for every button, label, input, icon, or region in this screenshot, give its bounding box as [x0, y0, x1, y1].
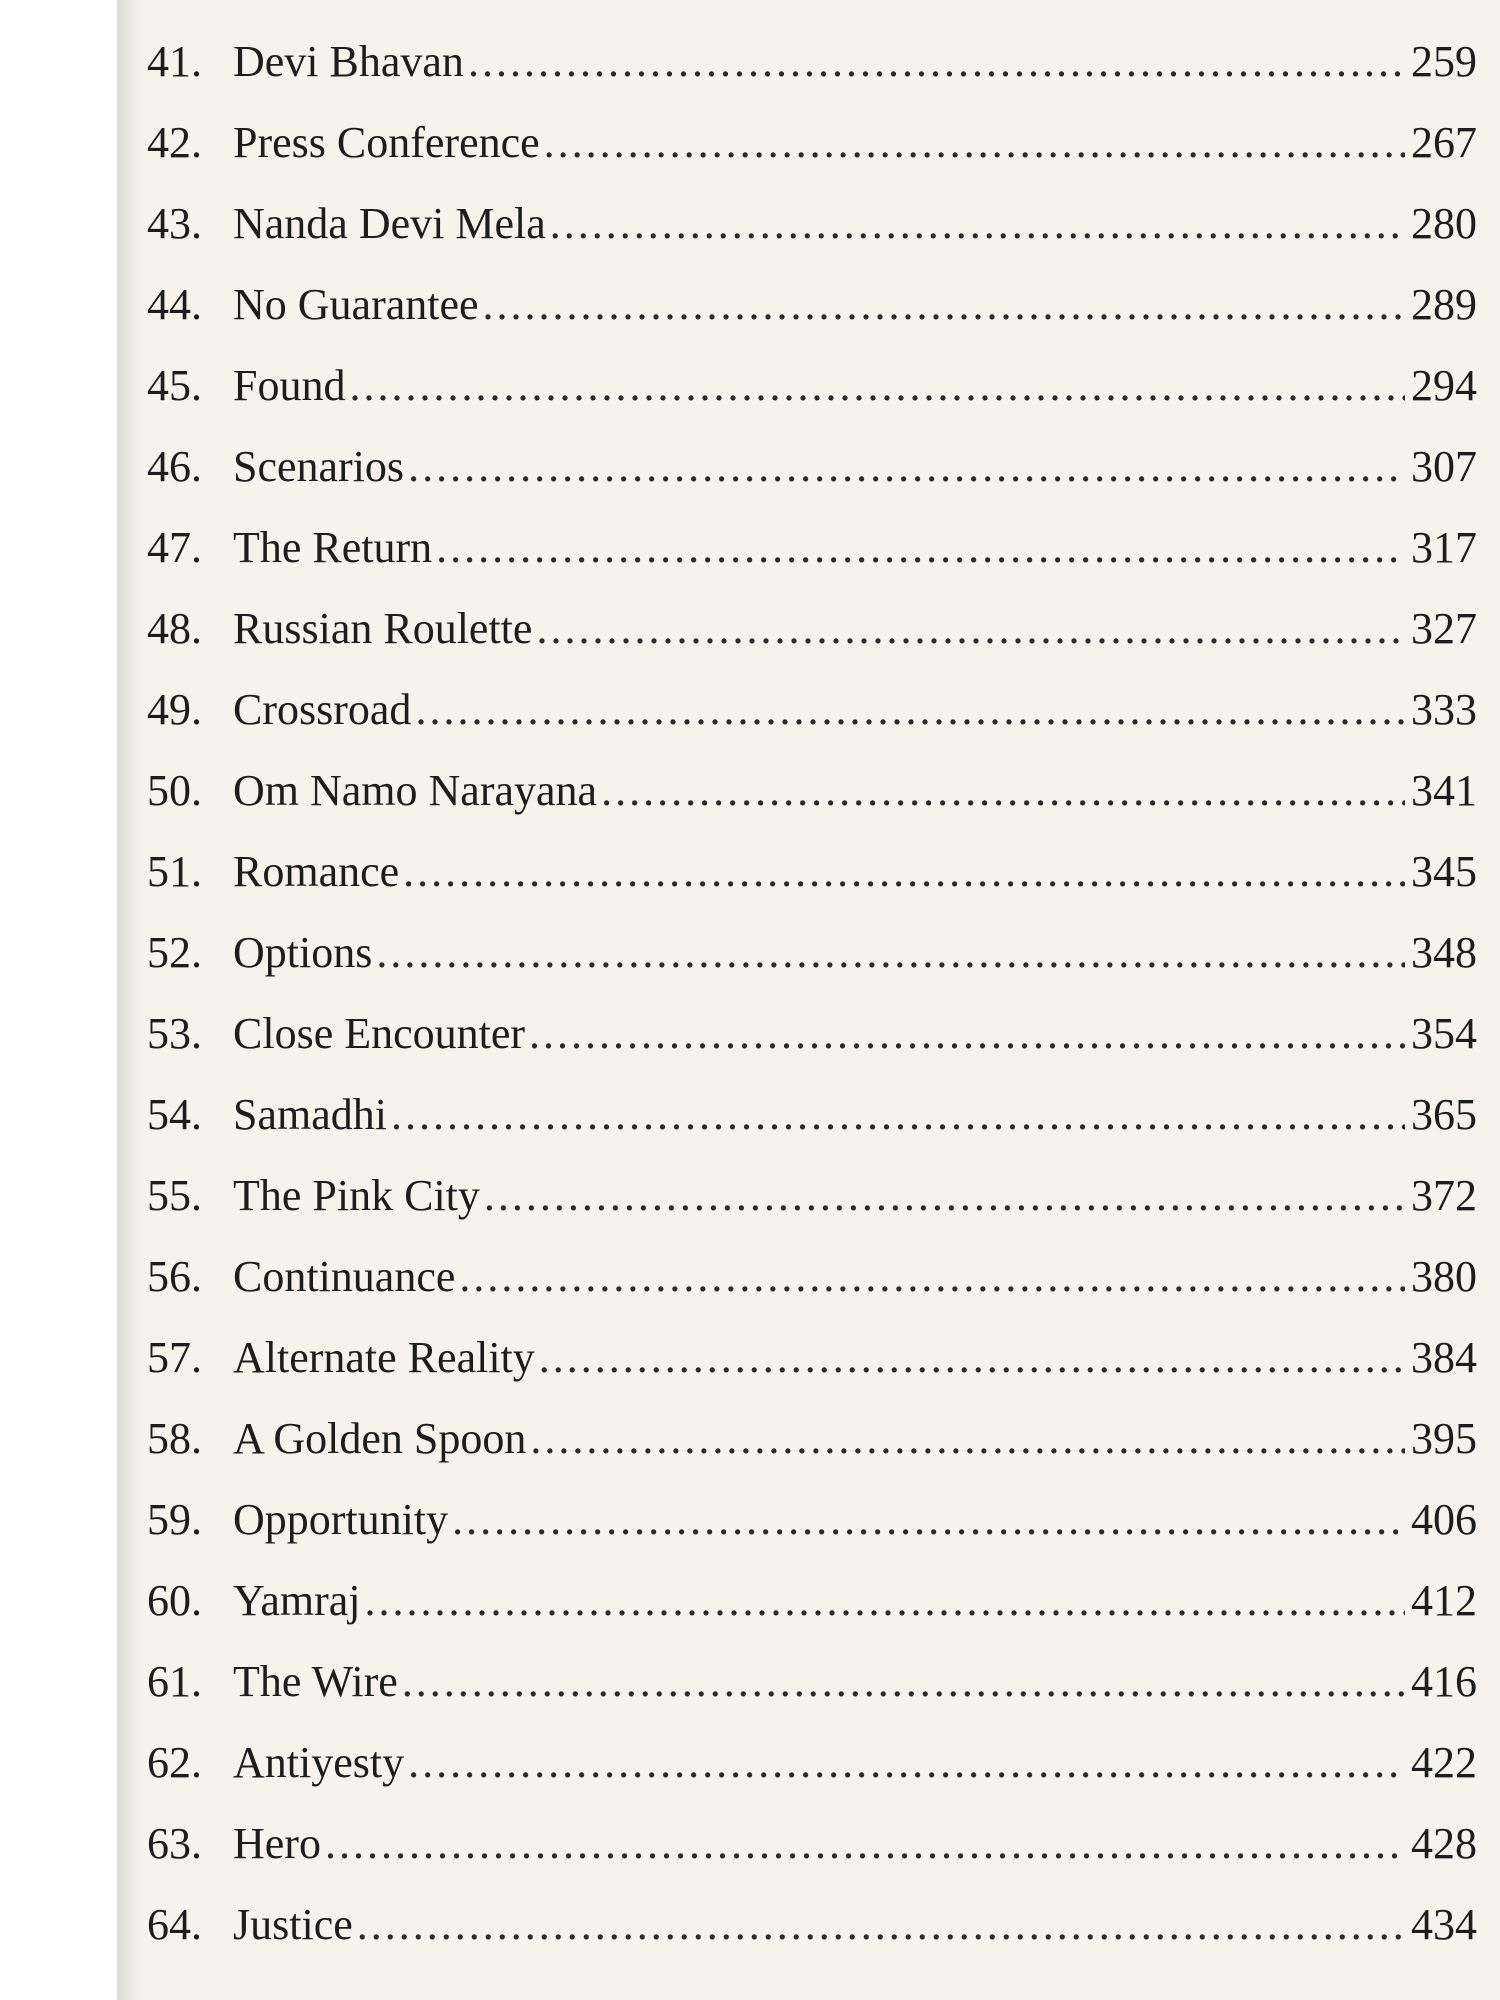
- dot-leader: [539, 1332, 1405, 1383]
- dot-leader: [601, 765, 1405, 816]
- chapter-title: Close Encounter: [233, 1009, 526, 1058]
- chapter-number: 60.: [147, 1576, 202, 1625]
- page-number: 380: [1411, 1252, 1477, 1301]
- chapter-title: Antiyesty: [233, 1738, 405, 1787]
- chapter-number: 52.: [147, 928, 202, 977]
- chapter-number: 55.: [147, 1171, 202, 1220]
- toc-entry: [147, 846, 1477, 927]
- toc-entry: [147, 1737, 1477, 1818]
- dot-leader: [484, 1170, 1405, 1221]
- toc-entry: [147, 1251, 1477, 1332]
- chapter-number: 64.: [147, 1900, 202, 1949]
- dot-leader: [365, 1575, 1405, 1626]
- page-number: 384: [1411, 1333, 1477, 1382]
- chapter-number: 58.: [147, 1414, 202, 1463]
- chapter-title: Justice: [233, 1900, 353, 1949]
- dot-leader: [376, 927, 1405, 978]
- page-number: 372: [1411, 1171, 1477, 1220]
- chapter-title: Om Namo Narayana: [233, 766, 598, 815]
- toc-entry: [147, 1656, 1477, 1737]
- chapter-title: Press Conference: [233, 118, 540, 167]
- chapter-title: The Pink City: [233, 1171, 480, 1220]
- book-page: [117, 0, 1500, 2000]
- toc-entry: [147, 1170, 1477, 1251]
- dot-leader: [436, 522, 1405, 573]
- page-number: 267: [1411, 118, 1477, 167]
- page-number: 348: [1411, 928, 1477, 977]
- chapter-title: Romance: [233, 847, 400, 896]
- chapter-number: 56.: [147, 1252, 202, 1301]
- chapter-title: Scenarios: [233, 442, 405, 491]
- chapter-title: Alternate Reality: [233, 1333, 535, 1382]
- toc-entry: [147, 1413, 1477, 1494]
- dot-leader: [468, 36, 1405, 87]
- chapter-title: Samadhi: [233, 1090, 387, 1139]
- dot-leader: [550, 198, 1405, 249]
- page-number: 395: [1411, 1414, 1477, 1463]
- dot-leader: [325, 1818, 1405, 1869]
- chapter-number: 63.: [147, 1819, 202, 1868]
- toc-entry: [147, 198, 1477, 279]
- page-number: 412: [1411, 1576, 1477, 1625]
- chapter-number: 47.: [147, 523, 202, 572]
- toc-entry: [147, 1089, 1477, 1170]
- chapter-number: 51.: [147, 847, 202, 896]
- chapter-title: A Golden Spoon: [233, 1414, 527, 1463]
- dot-leader: [408, 441, 1405, 492]
- toc-entry: [147, 279, 1477, 360]
- page-number: 416: [1411, 1657, 1477, 1706]
- page-gutter-shadow: [117, 0, 139, 2000]
- chapter-number: 42.: [147, 118, 202, 167]
- dot-leader: [402, 1656, 1405, 1707]
- chapter-number: 57.: [147, 1333, 202, 1382]
- chapter-title: The Return: [233, 523, 433, 572]
- dot-leader: [459, 1251, 1405, 1302]
- toc-entry: [147, 36, 1477, 117]
- chapter-number: 53.: [147, 1009, 202, 1058]
- chapter-title: Nanda Devi Mela: [233, 199, 546, 248]
- chapter-title: Hero: [233, 1819, 321, 1868]
- chapter-title: Crossroad: [233, 685, 412, 734]
- toc-entry: [147, 1332, 1477, 1413]
- table-of-contents: [147, 36, 1477, 1980]
- toc-entry: [147, 360, 1477, 441]
- page-number: 341: [1411, 766, 1477, 815]
- chapter-title: Continuance: [233, 1252, 456, 1301]
- page-number: 289: [1411, 280, 1477, 329]
- chapter-title: Yamraj: [233, 1576, 361, 1625]
- page-number: 327: [1411, 604, 1477, 653]
- dot-leader: [544, 117, 1405, 168]
- toc-entry: [147, 1494, 1477, 1575]
- dot-leader: [391, 1089, 1405, 1140]
- page-number: 365: [1411, 1090, 1477, 1139]
- chapter-title: The Wire: [233, 1657, 398, 1706]
- page-number: 434: [1411, 1900, 1477, 1949]
- toc-entry: [147, 1899, 1477, 1980]
- page-number: 307: [1411, 442, 1477, 491]
- chapter-number: 48.: [147, 604, 202, 653]
- page-number: 280: [1411, 199, 1477, 248]
- chapter-number: 45.: [147, 361, 202, 410]
- page-number: 428: [1411, 1819, 1477, 1868]
- page-number: 345: [1411, 847, 1477, 896]
- dot-leader: [349, 360, 1405, 411]
- dot-leader: [408, 1737, 1405, 1788]
- dot-leader: [357, 1899, 1405, 1950]
- chapter-number: 49.: [147, 685, 202, 734]
- dot-leader: [483, 279, 1405, 330]
- toc-entry: [147, 1818, 1477, 1899]
- toc-entry: [147, 684, 1477, 765]
- dot-leader: [536, 603, 1405, 654]
- toc-entry: [147, 117, 1477, 198]
- chapter-title: No Guarantee: [233, 280, 479, 329]
- dot-leader: [403, 846, 1405, 897]
- chapter-number: 62.: [147, 1738, 202, 1787]
- toc-entry: [147, 1575, 1477, 1656]
- page-number: 406: [1411, 1495, 1477, 1544]
- chapter-number: 44.: [147, 280, 202, 329]
- chapter-number: 61.: [147, 1657, 202, 1706]
- chapter-title: Devi Bhavan: [233, 37, 464, 86]
- chapter-number: 41.: [147, 37, 202, 86]
- dot-leader: [529, 1008, 1405, 1059]
- page-number: 259: [1411, 37, 1477, 86]
- chapter-number: 46.: [147, 442, 202, 491]
- page-number: 354: [1411, 1009, 1477, 1058]
- toc-entry: [147, 765, 1477, 846]
- chapter-number: 54.: [147, 1090, 202, 1139]
- page-number: 294: [1411, 361, 1477, 410]
- dot-leader: [415, 684, 1405, 735]
- chapter-number: 59.: [147, 1495, 202, 1544]
- toc-entry: [147, 603, 1477, 684]
- toc-entry: [147, 441, 1477, 522]
- toc-entry: [147, 1008, 1477, 1089]
- chapter-title: Found: [233, 361, 346, 410]
- dot-leader: [530, 1413, 1405, 1464]
- dot-leader: [452, 1494, 1405, 1545]
- toc-entry: [147, 522, 1477, 603]
- page-number: 422: [1411, 1738, 1477, 1787]
- page-number: 317: [1411, 523, 1477, 572]
- chapter-title: Opportunity: [233, 1495, 449, 1544]
- page-number: 333: [1411, 685, 1477, 734]
- chapter-title: Russian Roulette: [233, 604, 533, 653]
- chapter-number: 43.: [147, 199, 202, 248]
- chapter-title: Options: [233, 928, 373, 977]
- chapter-number: 50.: [147, 766, 202, 815]
- toc-entry: [147, 927, 1477, 1008]
